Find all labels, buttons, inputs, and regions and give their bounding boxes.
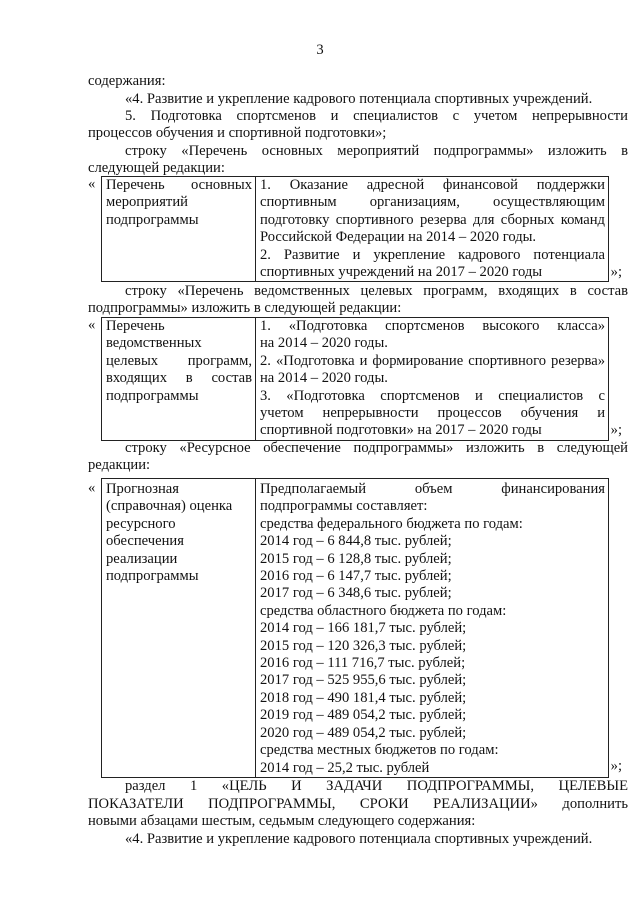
table1-content-line: 2. Развитие и укрепление кадрового потенциала	[260, 246, 605, 263]
table1-row	[88, 176, 622, 281]
intro-line-1: содержания:	[88, 73, 166, 89]
intro-line-5: строку «Перечень основных мероприятий подпрограммы» изложить в	[125, 143, 628, 159]
table2-content-line: учетом непрерывности процессов обучения и	[260, 405, 605, 422]
table3-content-line: 2019 год – 489 054,2 тыс. рублей;	[260, 707, 467, 724]
table1-content-line: подготовку спортивного резерва для сборных команд	[260, 211, 605, 228]
para3-line-2: редакции:	[88, 457, 151, 473]
quote-open: «	[88, 176, 96, 192]
table3-content-line: Предполагаемый объем финансирования	[260, 481, 605, 497]
outro-line-4: «4. Развитие и укрепление кадрового потенциала спортивных учреждений.	[125, 831, 593, 847]
table3-content-line: 2020 год – 489 054,2 тыс. рублей;	[260, 724, 467, 741]
table3-label-line: подпрограммы	[106, 568, 199, 585]
table-departmental-programs	[101, 317, 609, 441]
outro-line-3: новыми абзацами шестым, седьмым следующего содержания:	[88, 813, 476, 829]
table2-label-line: ведомственных	[106, 335, 202, 352]
table1-label-line: Перечень основных	[106, 177, 252, 193]
table1-content-line: спортивным организациям, осуществляющим	[260, 194, 605, 211]
table2-content-cell	[256, 318, 609, 441]
table3-content-line: средства областного бюджета по годам:	[260, 602, 507, 619]
table1-label-line: мероприятий	[106, 194, 188, 211]
table1-label-line: подпрограммы	[106, 211, 199, 228]
table3-content-line: 2018 год – 490 181,4 тыс. рублей;	[260, 689, 467, 706]
outro-line-1: раздел 1 «ЦЕЛЬ И ЗАДАЧИ ПОДПРОГРАММЫ, ЦЕЛЕВЫЕ	[125, 778, 628, 794]
table3-content-line: 2014 год – 25,2 тыс. рублей	[260, 759, 430, 776]
para3-line-1: строку «Ресурсное обеспечение подпрограммы» изложить в следующей	[125, 440, 628, 456]
table3-label-line: (справочная) оценка	[106, 498, 233, 515]
table2-label-line: целевых программ,	[106, 352, 252, 369]
table2-label-line: входящих в состав	[106, 370, 252, 387]
table2-content-line: спортивной подготовки» на 2017 – 2020 годы	[260, 422, 542, 439]
table3-label-line: реализации	[106, 550, 178, 567]
table3-content-line: подпрограммы составляет:	[260, 498, 428, 515]
table3-content-line: 2017 год – 525 955,6 тыс. рублей;	[260, 672, 467, 689]
table2-label-line: Перечень	[106, 318, 165, 334]
outro-line-2: ПОКАЗАТЕЛИ ПОДПРОГРАММЫ, СРОКИ РЕАЛИЗАЦИИ» дополнить	[88, 796, 628, 812]
table3-label-line: Прогнозная	[106, 481, 179, 497]
para2-line-2: подпрограммы» изложить в следующей редакции:	[88, 300, 402, 316]
table1-content-line: спортивных учреждений на 2017 – 2020 годы	[260, 264, 543, 281]
table3-label-line: обеспечения	[106, 533, 184, 550]
intro-line-2: «4. Развитие и укрепление кадрового потенциала спортивных учреждений.	[125, 91, 593, 107]
table3-label-cell	[102, 479, 256, 778]
table3-content-line: 2017 год – 6 348,6 тыс. рублей;	[260, 585, 452, 602]
intro-line-6: следующей редакции:	[88, 160, 225, 176]
table3-row	[88, 478, 622, 776]
table1-content-cell	[256, 177, 609, 282]
table3-content-line: 2014 год – 166 181,7 тыс. рублей;	[260, 620, 467, 637]
table1-label-cell	[102, 177, 256, 282]
table2-content-line: 2. «Подготовка и формирование спортивного резерва»	[260, 352, 605, 369]
table1-content-line: 1. Оказание адресной финансовой поддержки	[260, 177, 605, 193]
table3-content-line: средства местных бюджетов по годам:	[260, 742, 499, 759]
quote-close: »;	[610, 264, 622, 280]
table3-content-line: 2015 год – 120 326,3 тыс. рублей;	[260, 637, 467, 654]
table1-content-line: Российской Федерации на 2014 – 2020 годы.	[260, 229, 537, 246]
table3-content-line: 2016 год – 6 147,7 тыс. рублей;	[260, 568, 452, 585]
quote-close: »;	[610, 758, 622, 774]
intro-line-3: 5. Подготовка спортсменов и специалистов с учетом непрерывности	[125, 108, 628, 124]
table3-content-cell	[256, 479, 609, 778]
table3-content-line: средства федерального бюджета по годам:	[260, 515, 523, 532]
page-number: 3	[316, 42, 324, 58]
table2-content-line: 3. «Подготовка спортсменов и специалистов с	[260, 387, 605, 404]
table3-content-line: 2016 год – 111 716,7 тыс. рублей;	[260, 655, 466, 672]
table2-label-line: подпрограммы	[106, 387, 199, 404]
table2-content-line: на 2014 – 2020 годы.	[260, 370, 388, 387]
para2-line-1: строку «Перечень ведомственных целевых программ, входящих в состав	[125, 283, 628, 299]
table-main-activities	[101, 176, 609, 282]
quote-close: »;	[610, 422, 622, 438]
table2-row	[88, 317, 622, 439]
table3-label-line: ресурсного	[106, 515, 176, 532]
quote-open: «	[88, 317, 96, 333]
table2-label-cell	[102, 318, 256, 441]
table2-content-line: 1. «Подготовка спортсменов высокого класса»	[260, 318, 605, 334]
table3-content-line: 2014 год – 6 844,8 тыс. рублей;	[260, 533, 452, 550]
table3-content-line: 2015 год – 6 128,8 тыс. рублей;	[260, 550, 452, 567]
intro-line-4: процессов обучения и спортивной подготовки»;	[88, 125, 387, 141]
table-resource-provision	[101, 478, 609, 778]
table2-content-line: на 2014 – 2020 годы.	[260, 335, 388, 352]
quote-open: «	[88, 480, 96, 496]
